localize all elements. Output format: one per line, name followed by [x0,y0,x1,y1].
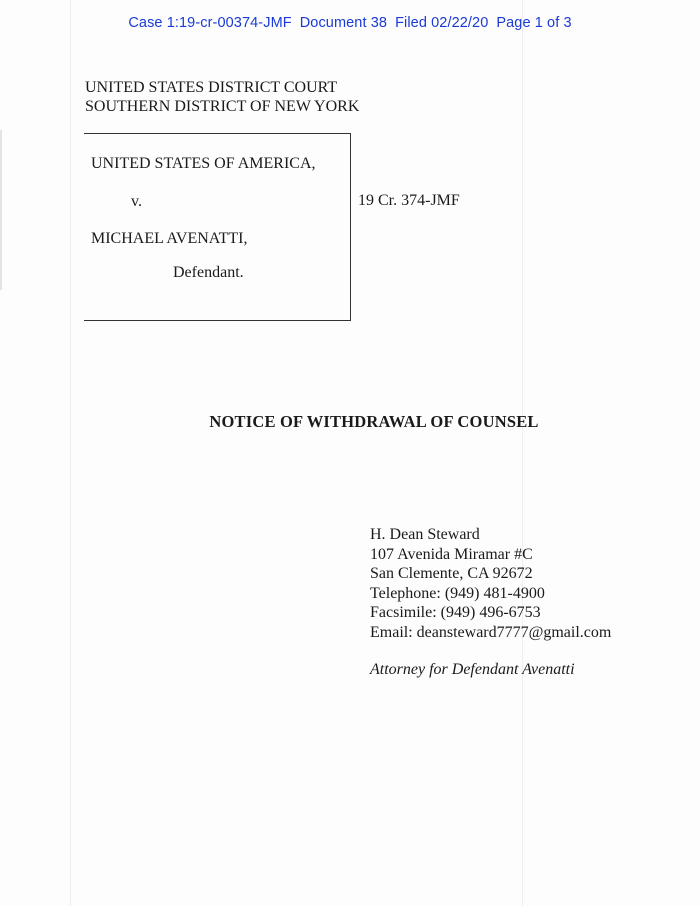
address-line-2: San Clemente, CA 92672 [370,565,533,582]
court-name: UNITED STATES DISTRICT COURT [85,79,338,96]
email: Email: deansteward7777@gmail.com [370,623,612,641]
ecf-case-number: Case 1:19-cr-00374-JMF [128,15,292,31]
ecf-header [0,15,700,31]
defendant-role: Defendant. [173,264,244,281]
case-caption-box [84,133,351,321]
signature-block [370,525,611,680]
facsimile: Facsimile: (949) 496-6753 [370,604,541,621]
address-line-1: 107 Avenida Miramar #C [370,545,533,563]
scan-margin-line [70,0,71,906]
versus-label: v. [131,193,142,210]
document-title: NOTICE OF WITHDRAWAL OF COUNSEL [209,412,539,431]
ecf-page-number: Page 1 of 3 [496,15,572,31]
court-district: SOUTHERN DISTRICT OF NEW YORK [85,98,360,115]
attorney-name: H. Dean Steward [370,526,480,543]
scan-edge-mark [0,130,2,290]
ecf-filed-date: Filed 02/22/20 [395,15,489,31]
defendant-name: MICHAEL AVENATTI, [91,230,248,247]
telephone: Telephone: (949) 481-4900 [370,584,545,602]
ecf-document-number: Document 38 [299,15,388,31]
attorney-role: Attorney for Defendant Avenatti [370,661,575,678]
scan-fold-line [522,0,523,906]
plaintiff-name: UNITED STATES OF AMERICA, [91,155,316,172]
case-number: 19 Cr. 374-JMF [358,192,460,209]
court-heading [85,78,359,116]
